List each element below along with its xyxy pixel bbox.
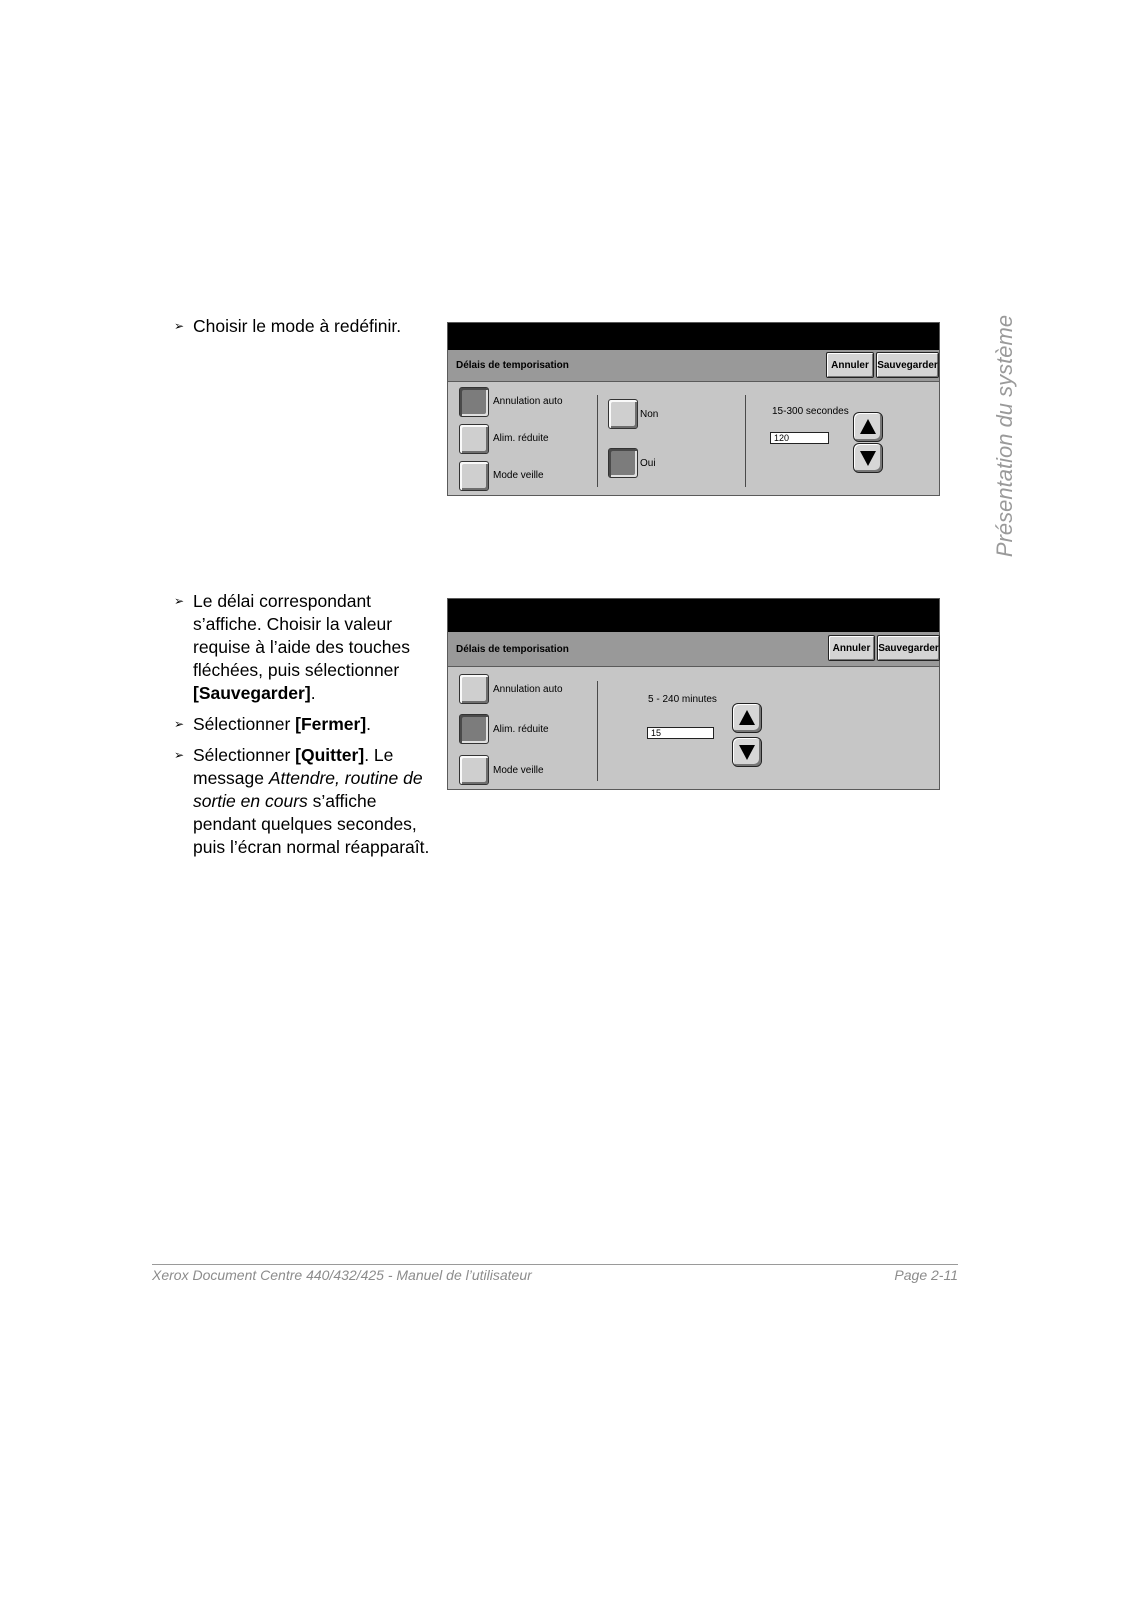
mode-button-annulation-auto[interactable] <box>459 387 489 417</box>
option-label-non: Non <box>640 409 659 420</box>
divider <box>597 681 598 781</box>
mode-button-alim-reduite[interactable] <box>459 714 489 744</box>
screen2-panel <box>447 598 940 790</box>
screen1-panel <box>447 322 940 496</box>
footer-manual-title: Xerox Document Centre 440/432/425 - Manuel de l’utilisateur <box>152 1267 532 1283</box>
down-arrow-icon <box>858 448 878 468</box>
step2-bold: [Sauvegarder] <box>193 683 311 703</box>
value-field[interactable]: 15 <box>647 727 714 739</box>
step4-bold: [Quitter] <box>295 745 365 765</box>
range-label: 5 - 240 minutes <box>648 694 717 705</box>
up-arrow-icon <box>737 708 757 728</box>
step4-mid: . Le message <box>193 745 394 788</box>
mode-label-annulation-auto: Annulation auto <box>493 396 563 407</box>
step3-text: Sélectionner <box>193 714 296 734</box>
up-arrow-icon <box>858 417 878 437</box>
step3-bullet <box>174 713 444 736</box>
increase-button[interactable] <box>732 703 762 733</box>
step1-block <box>174 315 444 346</box>
step4-end: s’affiche pendant quelques secondes, puis l’écran normal réapparaît. <box>193 791 430 857</box>
mode-label-mode-veille: Mode veille <box>493 765 544 776</box>
mode-label-mode-veille: Mode veille <box>493 470 544 481</box>
decrease-button[interactable] <box>853 443 883 473</box>
option-label-oui: Oui <box>640 458 656 469</box>
mode-button-mode-veille[interactable] <box>459 461 489 491</box>
step2-end: . <box>310 683 316 703</box>
down-arrow-icon <box>737 742 757 762</box>
screen2-title: Délais de temporisation <box>456 644 569 655</box>
screen1-topbar <box>448 323 939 350</box>
range-label: 15-300 secondes <box>772 406 849 417</box>
footer-rule <box>152 1264 958 1265</box>
arrow-bullet-icon: ➢ <box>174 717 185 731</box>
mode-button-mode-veille[interactable] <box>459 755 489 785</box>
decrease-button[interactable] <box>732 737 762 767</box>
side-section-title: Présentation du système <box>992 314 1017 558</box>
mode-button-annulation-auto[interactable] <box>459 674 489 704</box>
screen2-topbar <box>448 599 939 632</box>
step1-text: Choisir le mode à redéfinir. <box>193 316 402 336</box>
step2-text: Le délai correspondant s’affiche. Choisir la valeur requise à l’aide des touches fléchées, puis sélectionner <box>193 591 410 680</box>
option-button-oui[interactable] <box>608 448 638 478</box>
arrow-bullet-icon: ➢ <box>174 319 185 333</box>
step4-italic: Attendre, routine de sortie en cours <box>193 768 423 811</box>
arrow-bullet-icon: ➢ <box>174 748 185 762</box>
save-button[interactable]: Sauvegarder <box>876 352 939 378</box>
screen2-header <box>448 632 939 667</box>
option-button-non[interactable] <box>608 399 638 429</box>
step2-bullet <box>174 590 444 705</box>
step3-end: . <box>366 714 372 734</box>
mode-button-alim-reduite[interactable] <box>459 424 489 454</box>
mode-label-alim-reduite: Alim. réduite <box>493 433 549 444</box>
footer-page-number: Page 2-11 <box>894 1267 958 1283</box>
cancel-button[interactable]: Annuler <box>826 352 874 378</box>
save-button[interactable]: Sauvegarder <box>877 635 940 661</box>
step4-bullet <box>174 744 444 859</box>
value-field[interactable]: 120 <box>770 432 829 444</box>
divider <box>745 395 746 487</box>
divider <box>597 395 598 487</box>
cancel-button[interactable]: Annuler <box>828 635 875 661</box>
increase-button[interactable] <box>853 412 883 442</box>
arrow-bullet-icon: ➢ <box>174 594 185 608</box>
mode-label-annulation-auto: Annulation auto <box>493 684 563 695</box>
mode-label-alim-reduite: Alim. réduite <box>493 724 549 735</box>
steps2-block <box>174 590 444 867</box>
screen1-header <box>448 350 939 382</box>
step1-bullet <box>174 315 444 338</box>
step4-text: Sélectionner <box>193 745 296 765</box>
step3-bold: [Fermer] <box>295 714 367 734</box>
screen1-title: Délais de temporisation <box>456 360 569 371</box>
